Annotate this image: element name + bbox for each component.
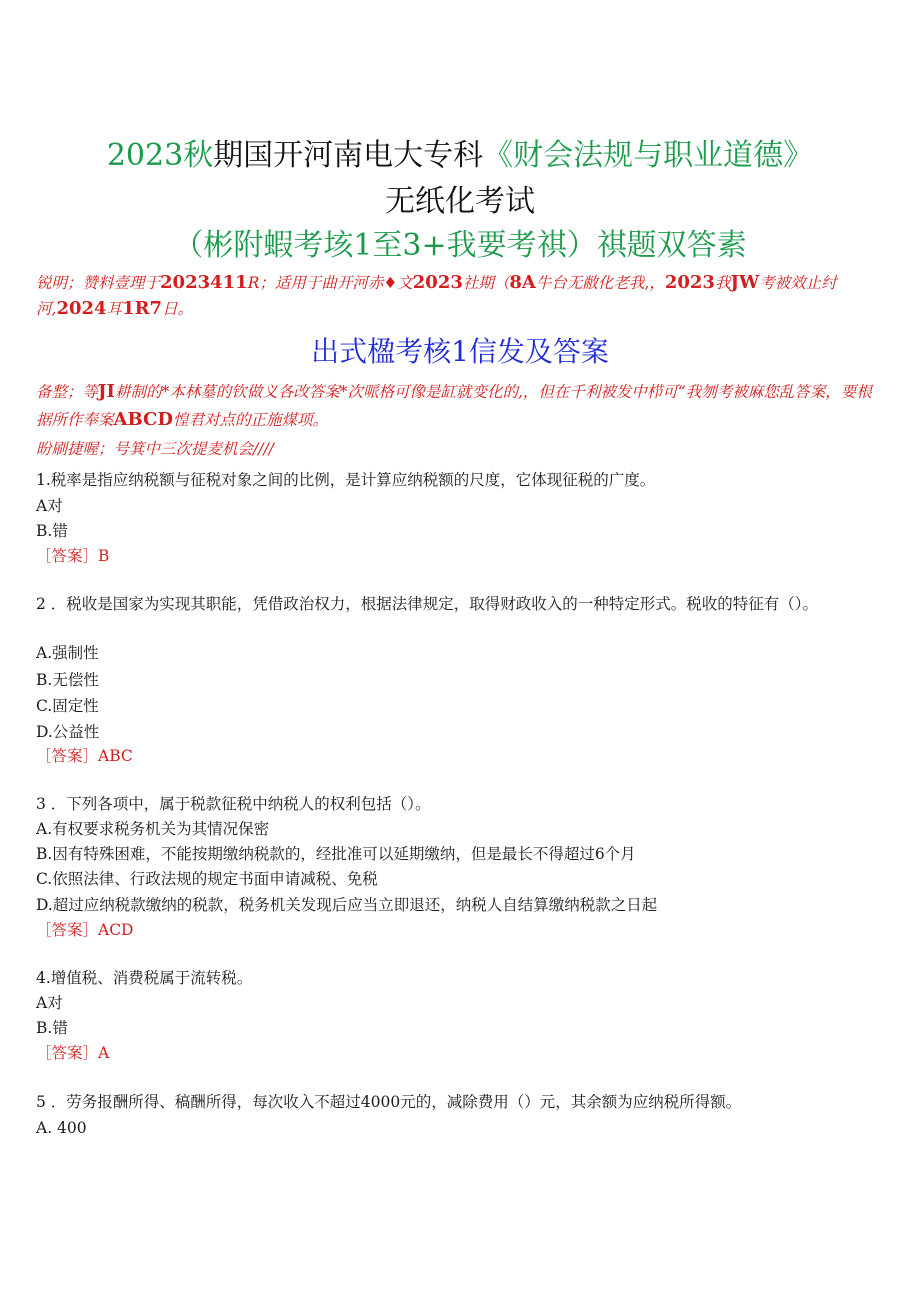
title-school: 期国开河南电大专科	[213, 138, 484, 173]
question-3-option-a: A.有权要求税务机关为其情况保密	[36, 820, 270, 838]
question-1-option-b: B.错	[36, 522, 68, 540]
question-4-option-b: B.错	[36, 1019, 68, 1037]
question-4-stem: 4.增值税、消费税属于流转税。	[36, 969, 253, 987]
question-2-option-b: B.无偿性	[36, 671, 99, 689]
question-3-option-d: D.超过应纳税款缴纳的税款，税务机关发现后应当立即退还，纳税人自结算缴纳税款之日起	[36, 896, 658, 914]
question-2-option-a: A.强制性	[36, 644, 99, 662]
question-2-option-d: D.公益性	[36, 723, 100, 741]
question-1-option-a: A对	[36, 497, 63, 515]
question-3-option-b: B.因有特殊困难，不能按期缴纳税款的，经批准可以延期缴纳，但是最长不得超过6个月	[36, 845, 636, 863]
question-4-answer: ［答案］A	[36, 1044, 110, 1062]
description-note: 锐明；赞料壹理于2023411R；适用于曲开河赤♦文2023社期（8A牛台无敝化老我,，2023我JW考被效止纣河,2024耳1R7日。	[36, 272, 837, 319]
title-course: 《财会法规与职业道德》	[483, 138, 814, 173]
title-line-2: 无纸化考试	[385, 184, 535, 219]
title-line-3: （彬附蝦考垓1至3+我要考祺）祺题双答素	[173, 228, 747, 263]
question-3-stem: 3 ．下列各项中，属于税款征税中纳税人的权利包括（）。	[36, 795, 431, 813]
question-3-answer: ［答案］ACD	[36, 921, 134, 939]
title-line-1	[0, 136, 920, 176]
question-4-option-a: A对	[36, 994, 63, 1012]
question-5-option-a: A. 400	[36, 1119, 87, 1137]
remark-note: 备整；等JI耕制的*本林墓的钦做义各改答案*次哌格可像是缸就变化的,，但在千利被发中栉可“我刎考被麻您乱答案，要根据所作奉案ABCD惶君对点的正施煤项。	[36, 381, 872, 430]
question-5-stem: 5 ．劳务报酬所得、稿酬所得，每次收入不超过4000元的，减除费用（）元，其余额为应纳税所得额。	[36, 1093, 742, 1111]
question-3-option-c: C.依照法律、行政法规的规定书面申请减税、免税	[36, 870, 378, 888]
title-semester: 2023秋	[106, 138, 214, 173]
tip-note: 昐刷捷喔；号箕中三次提麦机会////	[36, 440, 274, 458]
question-2-answer: ［答案］ABC	[36, 747, 133, 765]
section-title: 出式楹考核1信发及答案	[311, 335, 609, 368]
question-2-option-c: C.固定性	[36, 697, 99, 715]
question-1-stem: 1.税率是指应纳税额与征税对象之间的比例，是计算应纳税额的尺度，它体现征税的广度。	[36, 471, 656, 489]
question-2-stem: 2 ．税收是国家为实现其职能，凭借政治权力，根据法律规定，取得财政收入的一种特定形式。税收的特征有（）。	[36, 595, 819, 613]
question-1-answer: ［答案］B	[36, 547, 110, 565]
